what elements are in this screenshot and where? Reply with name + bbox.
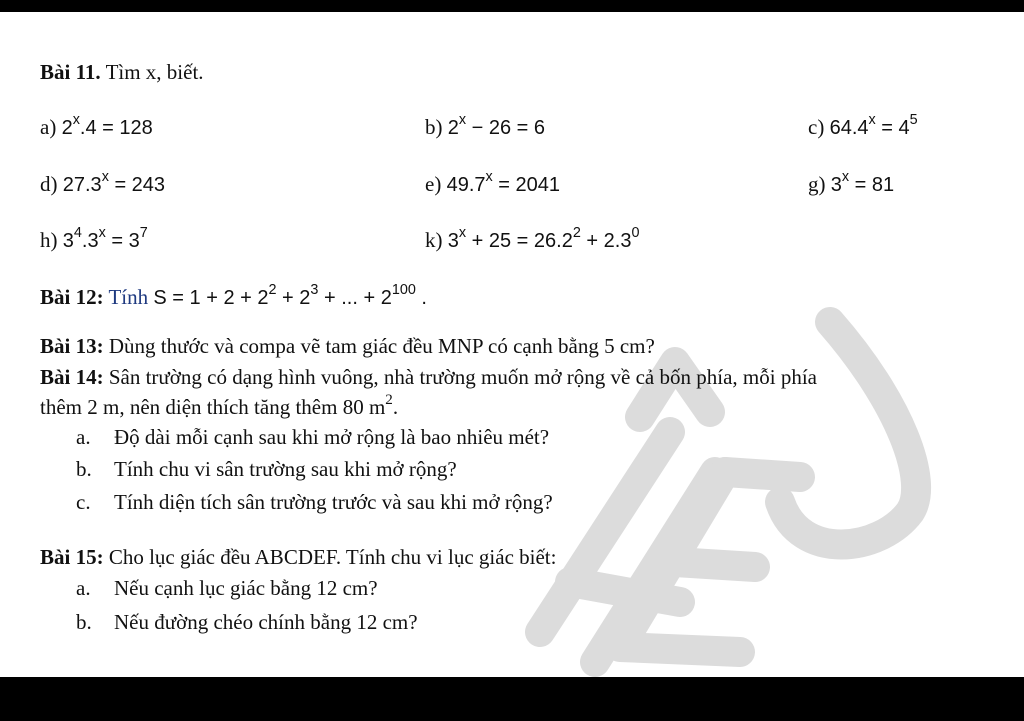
bai11-heading [40,59,204,85]
item-expression: $3^4.3^x = 3^7$ [62,225,148,252]
document-page [0,12,1024,677]
bai14-title: Bài 14: [40,365,104,389]
item-text: Nếu cạnh lục giác bằng 12 cm? [114,576,378,600]
bai13-desc: Dùng thước và compa vẽ tam giác đều MNP có cạnh bằng 5 cm? [108,334,655,358]
item-label: k) [425,228,443,252]
item-text: Tính diện tích sân trường trước và sau khi mở rộng? [114,490,553,514]
bai15-line [40,544,556,570]
item-label: a. [76,576,91,600]
bai14-desc2-value: 80 $m^2$. [342,391,399,419]
bai15-item-a [76,575,378,601]
bai11-item-b [425,114,545,141]
bai11-item-h [40,227,148,254]
item-label: d) [40,172,58,196]
item-label: b. [76,457,92,481]
bai11-desc: Tìm x, biết. [105,60,204,84]
bai14-item-c [76,489,553,515]
item-expression: $2^x.4 = 128$ [61,112,153,139]
bai15-item-b [76,609,418,635]
item-label: c. [76,490,91,514]
bai15-desc: Cho lục giác đều ABCDEF. Tính chu vi lục giác biết: [108,545,557,569]
bai12-desc: Tính [108,285,149,309]
item-text: Tính chu vi sân trường sau khi mở rộng? [114,457,457,481]
bai14-line2 [40,391,399,420]
bai14-desc1: Sân trường có dạng hình vuông, nhà trường muốn mở rộng về cả bốn phía, mỗi phía [108,365,817,389]
item-expression: $3^x = 81$ [830,169,895,196]
bai12-line [40,284,427,311]
item-expression: $2^x - 26 = 6$ [447,112,546,139]
bai11-item-a [40,114,153,141]
bai11-item-c [808,114,918,141]
bai11-item-e [425,171,560,198]
item-expression: $49.7^x = 2041$ [446,169,561,196]
item-label: a. [76,425,91,449]
item-text: Độ dài mỗi cạnh sau khi mở rộng là bao nhiêu mét? [114,425,550,449]
bai14-item-a [76,424,549,450]
bai11-item-k [425,227,639,254]
item-text: Nếu đường chéo chính bằng 12 cm? [114,610,418,634]
item-label: h) [40,228,58,252]
bai13-line [40,333,655,359]
bai11-item-g [808,171,894,198]
bai15-title: Bài 15: [40,545,104,569]
bai11-item-d [40,171,165,198]
bai14-item-b [76,456,457,482]
item-expression: $27.3^x = 243$ [62,169,166,196]
bai14-line1 [40,364,817,390]
bai12-title: Bài 12: [40,285,104,309]
bai11-title: Bài 11. [40,60,101,84]
item-label: b. [76,610,92,634]
bai14-desc2-prefix: thêm 2 m, nên diện thích tăng thêm [40,395,338,419]
bai13-title: Bài 13: [40,334,104,358]
item-expression: $3^x + 25 = 26.2^2 + 2.3^0$ [447,225,640,252]
item-label: e) [425,172,442,196]
item-label: c) [808,115,825,139]
bai12-expression: $S = 1 + 2 + 2^2 + 2^3$ + ... + $2^{100}$ . [153,282,427,309]
item-expression: $64.4^x = 4^5$ [829,112,918,139]
item-label: a) [40,115,57,139]
item-label: b) [425,115,443,139]
item-label: g) [808,172,826,196]
